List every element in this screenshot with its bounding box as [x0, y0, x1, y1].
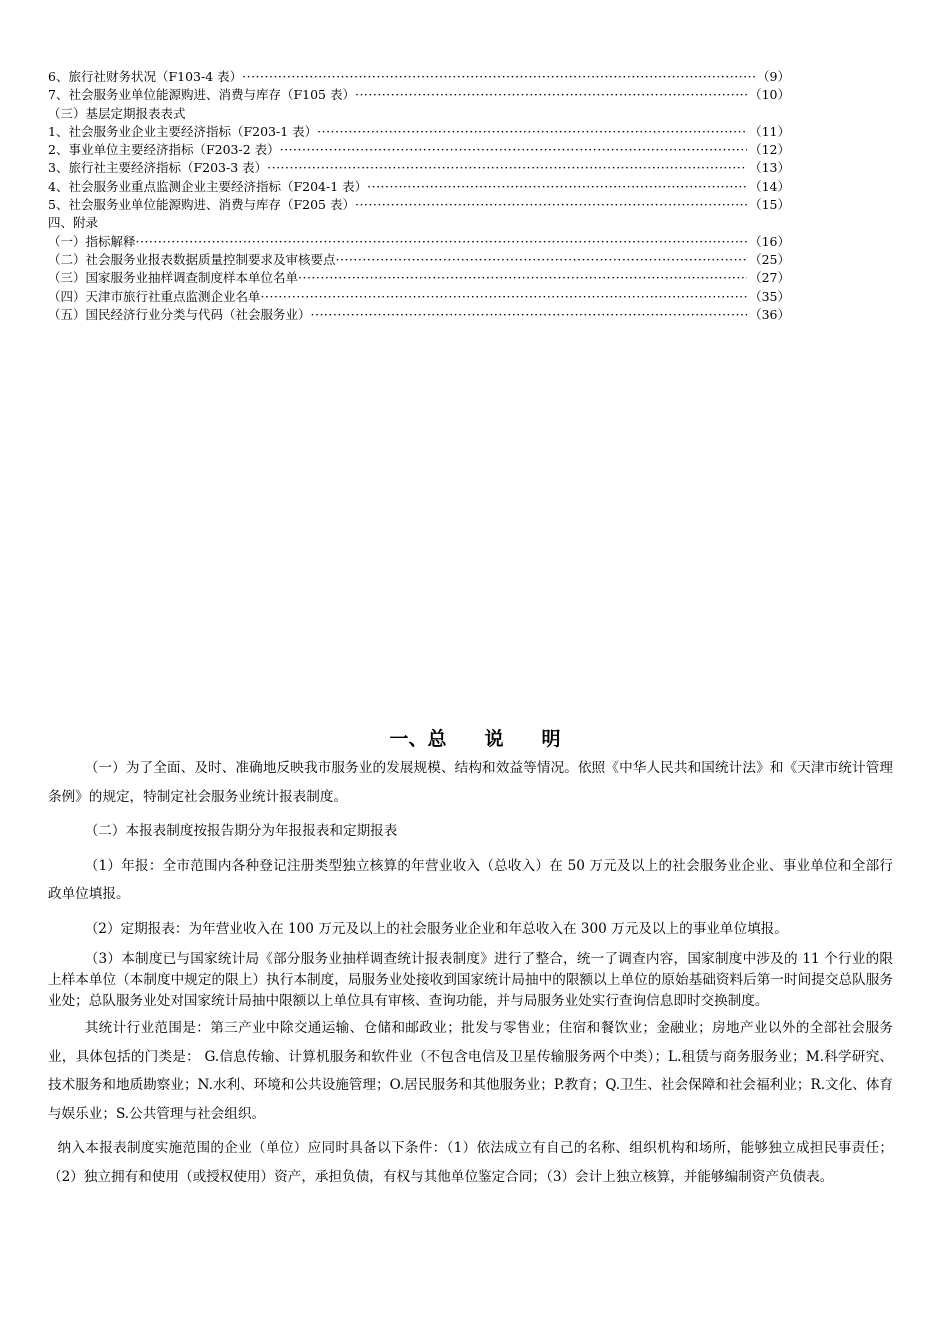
toc-entry[interactable]	[48, 141, 790, 159]
toc-leader-dots	[136, 233, 748, 251]
toc-entry-page: （27）	[749, 270, 790, 286]
paragraph: （一）为了全面、及时、准确地反映我市服务业的发展规模、结构和效益等情况。依照《中华人民共和国统计法》和《天津市统计管理条例》的规定，特制定社会服务业统计报表制度。	[48, 760, 893, 805]
toc-entry[interactable]	[48, 269, 790, 287]
toc-leader-dots	[336, 251, 748, 269]
paragraph: 纳入本报表制度实施范围的企业（单位）应同时具备以下条件：（1）依法成立有自己的名称、组织机构和场所，能够独立成担民事责任；（2）独立拥有和使用（或授权使用）资产，承担负债，有权与其他单位鉴定合同；（3）会计上独立核算，并能够编制资产负债表。	[48, 1140, 893, 1185]
toc-entry-label: （四）天津市旅行社重点监测企业名单	[48, 288, 261, 304]
toc-entry[interactable]	[48, 251, 790, 269]
toc-entry[interactable]	[48, 196, 790, 214]
toc-entry-page: （16）	[749, 233, 790, 249]
toc-leader-dots	[298, 269, 747, 287]
toc-entry-label: （二）社会服务业报表数据质量控制要求及审核要点	[48, 251, 336, 267]
toc-entry-label: 7、社会服务业单位能源购进、消费与库存（F105 表）	[48, 87, 355, 103]
toc-entry-page: （9）	[757, 69, 790, 84]
toc-entry-page: （13）	[749, 160, 790, 176]
toc-leader-dots	[280, 141, 747, 159]
toc-entry-page: （12）	[749, 142, 790, 158]
toc-heading-label: （三）基层定期报表表式	[48, 105, 186, 121]
toc-entry-label: （五）国民经济行业分类与代码（社会服务业）	[48, 306, 311, 322]
paragraph: （3）本制度已与国家统计局《部分服务业抽样调查统计报表制度》进行了整合，统一了调查内容，国家制度中涉及的 11 个行业的限上样本单位（本制度中规定的限上）执行本制度，局服务业处接收到国家统计局抽中的限额以上单位的原始基础资料后第一时间提交总队服务业处；总队服务业处对国家统计局抽中限额以上单位具有审核、查询功能，并与局服务业处实行查询信息即时交换制度。	[48, 951, 893, 1009]
toc-entry[interactable]	[48, 159, 790, 177]
toc-entry-page: （10）	[749, 87, 790, 103]
toc-leader-dots	[355, 196, 747, 214]
paragraph: （2）定期报表：为年营业收入在 100 万元及以上的社会服务业企业和年总收入在 300 万元及以上的事业单位填报。	[84, 920, 788, 937]
toc-leader-dots	[355, 86, 747, 104]
toc-entry-label: 5、社会服务业单位能源购进、消费与库存（F205 表）	[48, 197, 355, 213]
toc-leader-dots	[317, 123, 747, 141]
toc-entry-page: （14）	[749, 178, 790, 194]
document-body	[48, 754, 893, 1197]
toc-heading	[48, 214, 790, 232]
paragraph: 其统计行业范围是：第三产业中除交通运输、仓储和邮政业；批发与零售业；住宿和餐饮业；金融业；房地产业以外的全部社会服务业，具体包括的门类是： G.信息传输、计算机服务和软件业（不包含电信及卫星传输服务两个中类）；L.租赁与商务服务业；M.科学研究、技术服务和地质勘察业；N.水利、环境和公共设施管理；O.居民服务和其他服务业；P.教育；Q.卫生、社会保障和社会福利业；R.文化、体育与娱乐业；S.公共管理与社会组织。	[48, 1020, 893, 1122]
toc-leader-dots	[242, 68, 755, 86]
toc-entry[interactable]	[48, 233, 790, 251]
table-of-contents	[48, 68, 790, 324]
toc-heading-label: 四、附录	[48, 215, 99, 231]
toc-entry-label: 3、旅行社主要经济指标（F203-3 表）	[48, 160, 268, 176]
section-title: 一、总 说 明	[389, 728, 561, 750]
toc-entry[interactable]	[48, 306, 790, 324]
toc-entry-label: 1、社会服务业企业主要经济指标（F203-1 表）	[48, 123, 318, 139]
toc-entry-label: （一）指标解释	[48, 233, 136, 249]
toc-entry[interactable]	[48, 288, 790, 306]
toc-entry-page: （35）	[749, 288, 790, 304]
toc-entry-page: （25）	[749, 251, 790, 267]
toc-entry[interactable]	[48, 86, 790, 104]
toc-entry-page: （11）	[749, 123, 790, 139]
toc-leader-dots	[311, 306, 748, 324]
toc-entry-label: 6、旅行社财务状况（F103-4 表）	[48, 69, 243, 84]
paragraph: （二）本报表制度按报告期分为年报报表和定期报表	[84, 823, 398, 839]
toc-leader-dots	[267, 159, 747, 177]
toc-heading	[48, 105, 790, 123]
toc-entry[interactable]	[48, 123, 790, 141]
toc-entry-page: （36）	[749, 306, 790, 322]
toc-entry[interactable]	[48, 178, 790, 196]
toc-entry-label: 2、事业单位主要经济指标（F203-2 表）	[48, 142, 280, 158]
paragraph: （1）年报：全市范围内各种登记注册类型独立核算的年营业收入（总收入）在 50 万元及以上的社会服务业企业、事业单位和全部行政单位填报。	[48, 857, 893, 902]
toc-entry-page: （15）	[749, 197, 790, 213]
toc-leader-dots	[261, 288, 748, 306]
toc-entry-label: （三）国家服务业抽样调查制度样本单位名单	[48, 270, 299, 286]
toc-entry[interactable]	[48, 68, 790, 86]
toc-leader-dots	[367, 178, 747, 196]
toc-entry-label: 4、社会服务业重点监测企业主要经济指标（F204-1 表）	[48, 178, 368, 194]
